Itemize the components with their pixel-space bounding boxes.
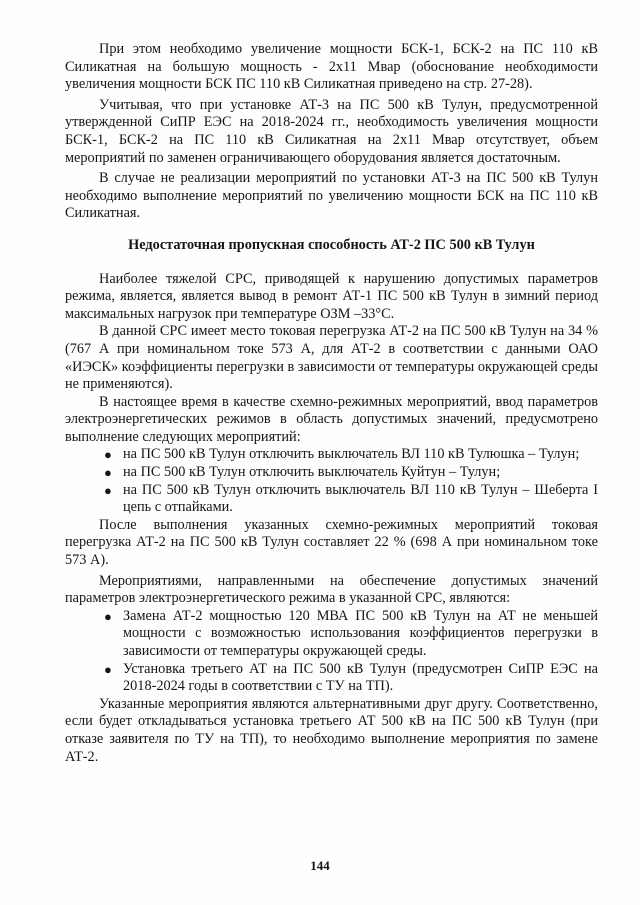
- paragraph-bsk-increase: При этом необходимо увеличение мощности БСК-1, БСК-2 на ПС 110 кВ Силикатная на большую мощность - 2x11 Мвар (обоснование необходимости увеличения мощности БСК ПС 110 кВ Силикатная приведено на стр. 27-28).: [65, 41, 598, 93]
- remedial-measures-list: [65, 608, 598, 696]
- list-item: [65, 464, 598, 482]
- bullet-icon: ●: [104, 661, 112, 677]
- list-item-text: на ПС 500 кВ Тулун отключить выключатель ВЛ 110 кВ Тулун – Шеберта I цепь с отпайками.: [123, 481, 598, 516]
- paragraph-at3-installation: Учитывая, что при установке АТ-3 на ПС 500 кВ Тулун, предусмотренной утвержденной СиПР ЕЭС на 2018-2024 гг., необходимость увеличения мощности БСК-1, БСК-2 на ПС 110 кВ Силикатная на 2x11 Мвар отсутствует, объем мероприятий по заменен ограничивающего оборудования является достаточным.: [65, 96, 598, 166]
- list-item-text: на ПС 500 кВ Тулун отключить выключатель ВЛ 110 кВ Тулюшка – Тулун;: [123, 446, 580, 463]
- page-number: 144: [310, 858, 330, 873]
- list-item-text: на ПС 500 кВ Тулун отключить выключатель Куйтун – Тулун;: [123, 464, 501, 481]
- bullet-icon: ●: [104, 482, 112, 498]
- paragraph-measures-intro: В настоящее время в качестве схемно-режимных мероприятий, ввод параметров электроэнергетических режимов в область допустимых значений, предусмотрено выполнение следующих мероприятий:: [65, 393, 598, 445]
- list-item: [65, 608, 598, 661]
- paragraph-overload: В данной СРС имеет место токовая перегрузка АТ-2 на ПС 500 кВ Тулун на 34 % (767 А при номинальном токе 573 А, для АТ-2 в соответствии с данными ОАО «ИЭСК» коэффициенты перегрузки в зависимости от температуры окружающей среды не применяются).: [65, 323, 598, 393]
- paragraph-after-switching: После выполнения указанных схемно-режимных мероприятий токовая перегрузка АТ-2 на ПС 500 кВ Тулун составляет 22 % (698 А при номинальном токе 573 А).: [65, 516, 598, 569]
- bullet-icon: ●: [104, 465, 112, 481]
- list-item: [65, 482, 598, 517]
- bullet-icon: ●: [104, 447, 112, 463]
- list-item: [65, 661, 598, 696]
- switching-measures-list: [65, 446, 598, 516]
- page-content: [65, 41, 598, 766]
- bullet-icon: ●: [104, 608, 112, 624]
- list-item-text: Установка третьего АТ на ПС 500 кВ Тулун (предусмотрен СиПР ЕЭС на 2018-2024 годы в соответствии с ТУ на ТП).: [123, 660, 598, 695]
- paragraph-worst-case: Наиболее тяжелой СРС, приводящей к нарушению допустимых параметров режима, является, является вывод в ремонт АТ-1 ПС 500 кВ Тулун в зимний период максимальных нагрузок при температуре ОЗМ –33°С.: [65, 270, 598, 322]
- section-heading: Недостаточная пропускная способность АТ-2 ПС 500 кВ Тулун: [128, 236, 535, 253]
- paragraph-measures-list-intro: Мероприятиями, направленными на обеспечение допустимых значений параметров электроэнергетического режима в указанной СРС, являются:: [65, 572, 598, 607]
- paragraph-alternatives: Указанные мероприятия являются альтернативными друг другу. Соответственно, если будет откладываться установка третьего АТ 500 кВ на ПС 500 кВ Тулун (при отказе заявителя по ТУ на ТП), то необходимо выполнение мероприятия по замене АТ-2.: [65, 695, 598, 765]
- list-item-text: Замена АТ-2 мощностью 120 МВА ПС 500 кВ Тулун на АТ не меньшей мощности с возможностью использования коэффициентов перегрузки в зависимости от температуры окружающей среды.: [123, 607, 598, 659]
- list-item: [65, 446, 598, 464]
- paragraph-at3-not-implemented: В случае не реализации мероприятий по установки АТ-3 на ПС 500 кВ Тулун необходимо выполнение мероприятий по увеличению мощности БСК на ПС 110 кВ Силикатная.: [65, 170, 598, 222]
